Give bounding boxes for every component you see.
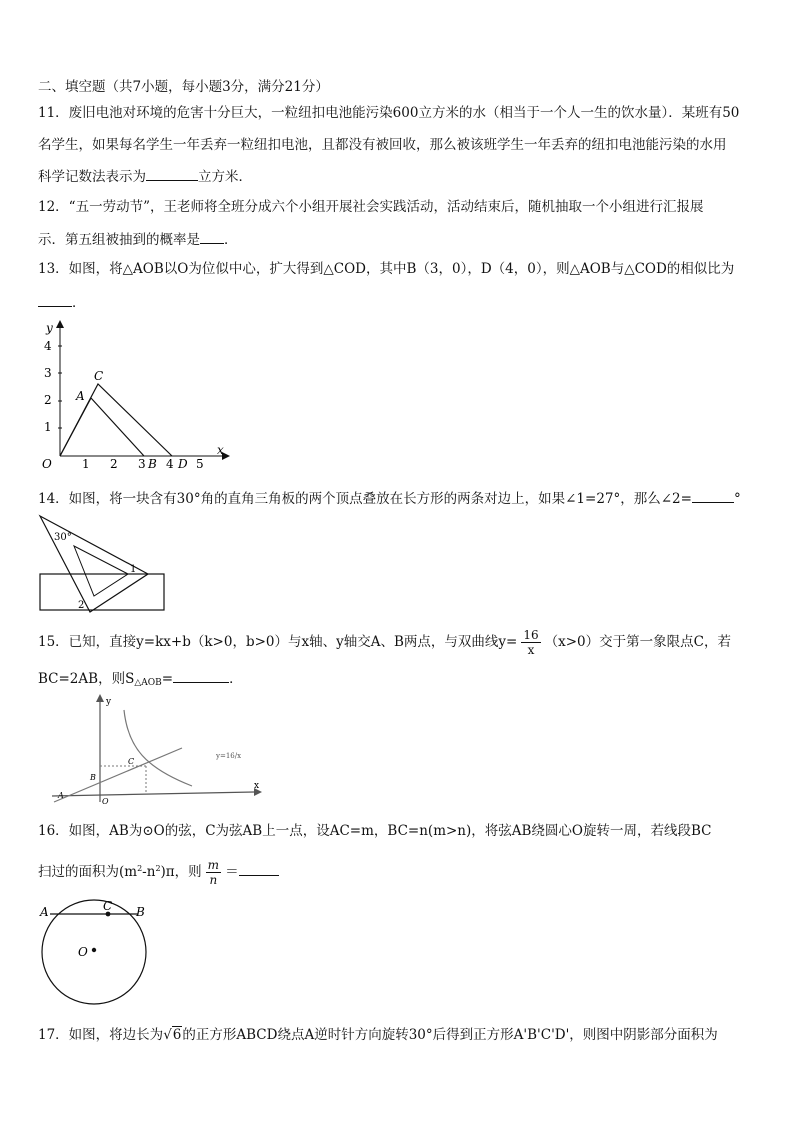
q16-fraction-num: m	[207, 858, 220, 872]
q11-text-a: 科学记数法表示为	[38, 169, 146, 185]
q15-text-c: BC=2AB，则S	[38, 671, 135, 687]
q13-x-label: x	[217, 443, 224, 457]
q13-text-b: ．	[72, 295, 86, 311]
q11-line2: 名学生，如果每名学生一年丢弃一粒纽扣电池，且都没有被回收，那么被该班学生一年丢弃的纽扣电池能污染的水用	[38, 137, 727, 153]
q17-line1	[38, 1026, 718, 1044]
q15-answer-blank[interactable]	[173, 668, 229, 683]
q13-answer-blank[interactable]	[38, 292, 72, 307]
q12-line2	[38, 229, 238, 249]
q15-text-d: =	[161, 671, 174, 687]
q15-point-c: C	[128, 757, 135, 766]
q13-point-d: D	[178, 457, 188, 471]
q13-line1: 13．如图，将△AOB以O为位似中心，扩大得到△COD，其中B（3，0），D（4，0），则△AOB与△COD的相似比为	[38, 261, 735, 277]
q16-text-a: 扫过的面积为(m	[38, 864, 138, 880]
q13-x-tick-4: 4	[166, 457, 174, 471]
q16-line1: 16．如图，AB为⊙O的弦，C为弦AB上一点，设AC=m，BC=n(m>n)，将弦AB绕圆心O旋转一周，若线段BC	[38, 823, 712, 839]
q11-text-b: 立方米．	[198, 169, 252, 185]
q13-y-tick-2: 2	[44, 393, 52, 407]
q17-sqrt-value: 6	[172, 1027, 182, 1043]
q16-line2	[38, 858, 279, 887]
q17-text-a: 17．如图，将边长为	[38, 1027, 164, 1043]
q13-y-label: y	[46, 321, 53, 335]
q13-y-tick-1: 1	[44, 420, 52, 434]
q13-point-c: C	[94, 369, 104, 383]
q14-answer-blank[interactable]	[692, 488, 734, 503]
q12-line1: 12．“五一劳动节”，王老师将全班分成六个小组开展社会实践活动，活动结束后，随机抽取一个小组进行汇报展	[38, 199, 704, 215]
q12-text-a: 示．第五组被抽到的概率是	[38, 232, 200, 248]
q17-sqrt: √6	[163, 1027, 182, 1043]
q15-y-label: y	[106, 697, 112, 707]
q16-answer-blank[interactable]	[239, 861, 279, 876]
q15-text-e: ．	[229, 671, 243, 687]
q15-figure	[50, 692, 266, 810]
q13-origin-label: O	[42, 457, 52, 471]
q14-angle-2: 2	[78, 600, 85, 611]
q14-figure	[36, 512, 172, 616]
q15-subscript: △AOB	[134, 678, 162, 688]
q16-text-b: -n	[142, 864, 156, 880]
q13-x-tick-5: 5	[196, 457, 204, 471]
q16-point-b: B	[136, 905, 145, 919]
q11-line3	[38, 166, 252, 186]
q15-point-o: O	[102, 797, 109, 806]
q16-fraction	[206, 858, 221, 887]
q12-answer-blank[interactable]	[200, 229, 224, 244]
q15-x-label: x	[254, 781, 260, 791]
q15-fraction-den: x	[527, 643, 535, 657]
q17-text-b: 的正方形ABCD绕点A逆时针方向旋转30°后得到正方形A'B'C'D'，则图中阴影部分面积为	[182, 1027, 718, 1043]
q15-fraction	[521, 628, 540, 657]
q13-y-tick-4: 4	[44, 339, 52, 353]
q16-point-c: C	[103, 899, 113, 913]
q11-answer-blank[interactable]	[146, 166, 198, 181]
q16-figure	[36, 896, 160, 1008]
q15-text-b: （x>0）交于第一象限点C，若	[544, 634, 731, 650]
q14-text-a: 14．如图，将一块含有30°角的直角三角板的两个顶点叠放在长方形的两条对边上，如果∠1=27°，那么∠2=	[38, 491, 692, 507]
q15-fraction-num: 16	[523, 628, 539, 642]
q13-y-tick-3: 3	[44, 366, 52, 380]
q11-line1: 11．废旧电池对环境的危害十分巨大，一粒纽扣电池能污染600立方米的水（相当于一个人一生的饮水量）．某班有50	[38, 105, 740, 121]
q14-angle-1: 1	[130, 564, 137, 575]
q13-point-b: B	[148, 457, 157, 471]
q16-sup-1: 2	[137, 864, 143, 873]
q14-triangle-inner	[74, 546, 128, 596]
q16-point-o-dot	[92, 948, 96, 952]
q15-text-a: 15．已知，直接y=kx+b（k>0，b>0）与x轴、y轴交A、B两点，与双曲线y=	[38, 634, 518, 650]
q15-line2	[38, 668, 243, 692]
q13-x-tick-3: 3	[138, 457, 146, 471]
q12-text-b: ．	[224, 232, 238, 248]
q13-x-tick-1: 1	[82, 457, 90, 471]
q16-text-d: ＝	[225, 864, 239, 880]
q15-point-b: B	[90, 773, 96, 782]
q13-triangle-aob	[60, 398, 144, 456]
q16-text-c: )π，则	[160, 864, 202, 880]
q13-point-a: A	[76, 389, 85, 403]
q15-curve-label: y=16/x	[216, 752, 242, 760]
q13-x-tick-2: 2	[110, 457, 118, 471]
q14-text-b: °	[733, 491, 741, 507]
q14-angle-30: 30°	[54, 532, 72, 543]
q16-sup-2: 2	[155, 864, 161, 873]
q16-fraction-den: n	[209, 873, 218, 887]
q13-line2	[38, 292, 86, 312]
q15-point-a: A	[58, 791, 64, 800]
section-title: 二、填空题（共7小题，每小题3分，满分21分）	[38, 79, 329, 95]
q16-point-o: O	[78, 945, 88, 959]
q14-line1	[38, 488, 741, 508]
q13-figure	[36, 318, 236, 474]
q15-line1	[38, 628, 731, 657]
q16-point-a: A	[40, 905, 49, 919]
